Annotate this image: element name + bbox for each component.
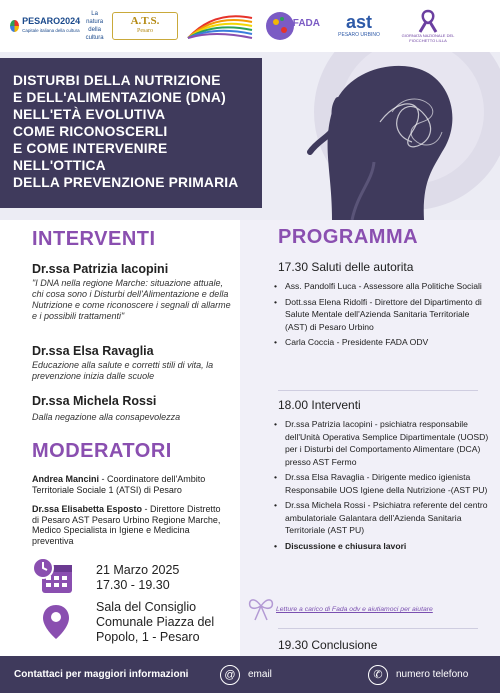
speaker-topic: "I DNA nella regione Marche: situazione attuale, chi cosa sono i Disturbi dell'Alimentazione e della Nutrizione e come riconoscere i segnali di allarme e i possibili trattamenti" [32, 278, 231, 321]
moderator-item [32, 474, 227, 495]
pesaro2024-logo [10, 10, 106, 42]
pesaro-flower-icon [10, 20, 19, 32]
fada-logo [262, 6, 322, 46]
sponsor-note-link[interactable]: Letture a carico di Fada odv e aiutiamoci per aiutare [276, 606, 433, 613]
at-sign-icon: @ [220, 665, 240, 685]
pesaro-logo-tag: La natura della cultura [85, 11, 104, 41]
hero-band [0, 52, 500, 220]
archivio-colors-logo [184, 8, 256, 44]
title-line: E COME INTERVENIRE [13, 141, 168, 156]
moderator-name: Dr.ssa Elisabetta Esposto [32, 504, 143, 514]
title-line: DELLA PREVENZIONE PRIMARIA [13, 175, 239, 190]
footer-bar [0, 656, 500, 693]
ats-logo [112, 12, 178, 40]
interventi-heading: INTERVENTI [32, 228, 156, 250]
lilac-ribbon-logo [396, 9, 460, 43]
divider [278, 390, 478, 391]
fada-logo-name: FADA [292, 18, 320, 29]
program-item: • Dr.ssa Patrizia Iacopini - psichiatra responsabile dell'Unità Operativa Semplice Dipartimentale (UOSD) per i Disturbi del Comportamento Alimentare (DCA) presso AST Fermo [274, 418, 494, 468]
programma-panel [240, 220, 500, 656]
ats-logo-name: A.T.S. [130, 15, 160, 27]
pesaro-logo-name: PESARO2024 [22, 16, 81, 26]
location-pin-icon [42, 604, 70, 640]
program-item: • Dr.ssa Michela Rossi - Psichiatra referente del centro ambulatoriale Galantara dell'Azienda Sanitaria Territoriale (AST PU) [274, 499, 494, 537]
title-line: E DELL'ALIMENTAZIONE (DNA) [13, 90, 226, 105]
program-slot: 18.00 Interventi [278, 398, 361, 412]
ast-logo-sub: PESARO URBINO [338, 32, 380, 38]
calendar-clock-icon [32, 557, 74, 595]
event-time: 17.30 - 19.30 [96, 578, 170, 592]
event-place-block [32, 600, 232, 656]
speaker-topic: Dalla negazione alla consapevolezza [32, 412, 181, 422]
slot2-list [274, 418, 494, 555]
title-line: NELL'ETÀ EVOLUTIVA [13, 107, 166, 122]
title-line: COME RICONOSCERLI [13, 124, 168, 139]
moderator-item [32, 504, 227, 546]
logo-bar [0, 0, 500, 52]
left-column [0, 220, 240, 656]
title-line: NELL'OTTICA [13, 158, 106, 173]
divider [278, 628, 478, 629]
email-link[interactable]: email [248, 669, 272, 680]
program-item: • Discussione e chiusura lavori [274, 540, 494, 553]
event-date: 21 Marzo 2025 [96, 563, 180, 577]
ast-logo-name: ast [345, 12, 372, 32]
speaker-topic: Educazione alla salute e corretti stili di vita, la prevenzione inizia dalle scuole [32, 360, 214, 381]
place-line: Popolo, 1 - Pesaro [96, 630, 200, 644]
program-slot: 19.30 Conclusione [278, 638, 378, 652]
phone-link[interactable]: numero telefono [396, 669, 469, 680]
contact-label: Contattaci per maggiori informazioni [14, 669, 189, 680]
event-title [0, 58, 262, 208]
moderator-role: - Coordinatore dell'Ambito Territoriale Sociale 1 (ATSI) di Pesaro [32, 474, 206, 495]
program-item: • Carla Coccia - Presidente FADA ODV [274, 336, 494, 349]
ast-logo [328, 13, 390, 39]
moderator-role: - Direttore Distretto di Pesaro AST Pesaro Urbino Regione Marche, Medico Specialista in Igiene e Medicina preventiva [32, 504, 221, 546]
bow-ribbon-icon [246, 594, 276, 622]
place-line: Comunale Piazza del [96, 615, 215, 629]
program-item: • Dr.ssa Elsa Ravaglia - Dirigente medico igienista Responsabile UOS Igiene della Nutrizione -(AST PU) [274, 471, 494, 496]
ats-logo-sub: Pesaro [137, 28, 153, 34]
speaker-name: Dr.ssa Elsa Ravaglia [32, 344, 154, 358]
ribbon-logo-text: GIORNATA NAZIONALE DEL FIOCCHETTO LILLA [401, 33, 455, 43]
program-item: • Dott.ssa Elena Ridolfi - Direttore del Dipartimento di Salute Mentale dell'Azienda Sanitaria Territoriale (AST) di Pesaro Urbino [274, 296, 494, 334]
moderator-name: Andrea Mancini [32, 474, 100, 484]
program-item: • Ass. Pandolfi Luca - Assessore alla Politiche Sociali [274, 280, 494, 293]
ribbon-icon [417, 9, 439, 33]
place-line: Sala del Consiglio [96, 600, 197, 614]
moderatori-heading: MODERATORI [32, 440, 172, 462]
event-date-block [32, 557, 222, 597]
title-line: DISTURBI DELLA NUTRIZIONE [13, 73, 221, 88]
head-silhouette-illustration [262, 52, 500, 220]
programma-heading: PROGRAMMA [278, 226, 419, 248]
program-slot: 17.30 Saluti delle autorita [278, 260, 414, 274]
slot1-list [274, 280, 494, 352]
pesaro-logo-sub: Capitale italiana della cultura [22, 28, 80, 33]
phone-icon: ✆ [368, 665, 388, 685]
speaker-name: Dr.ssa Patrizia Iacopini [32, 262, 169, 276]
speaker-name: Dr.ssa Michela Rossi [32, 394, 157, 408]
